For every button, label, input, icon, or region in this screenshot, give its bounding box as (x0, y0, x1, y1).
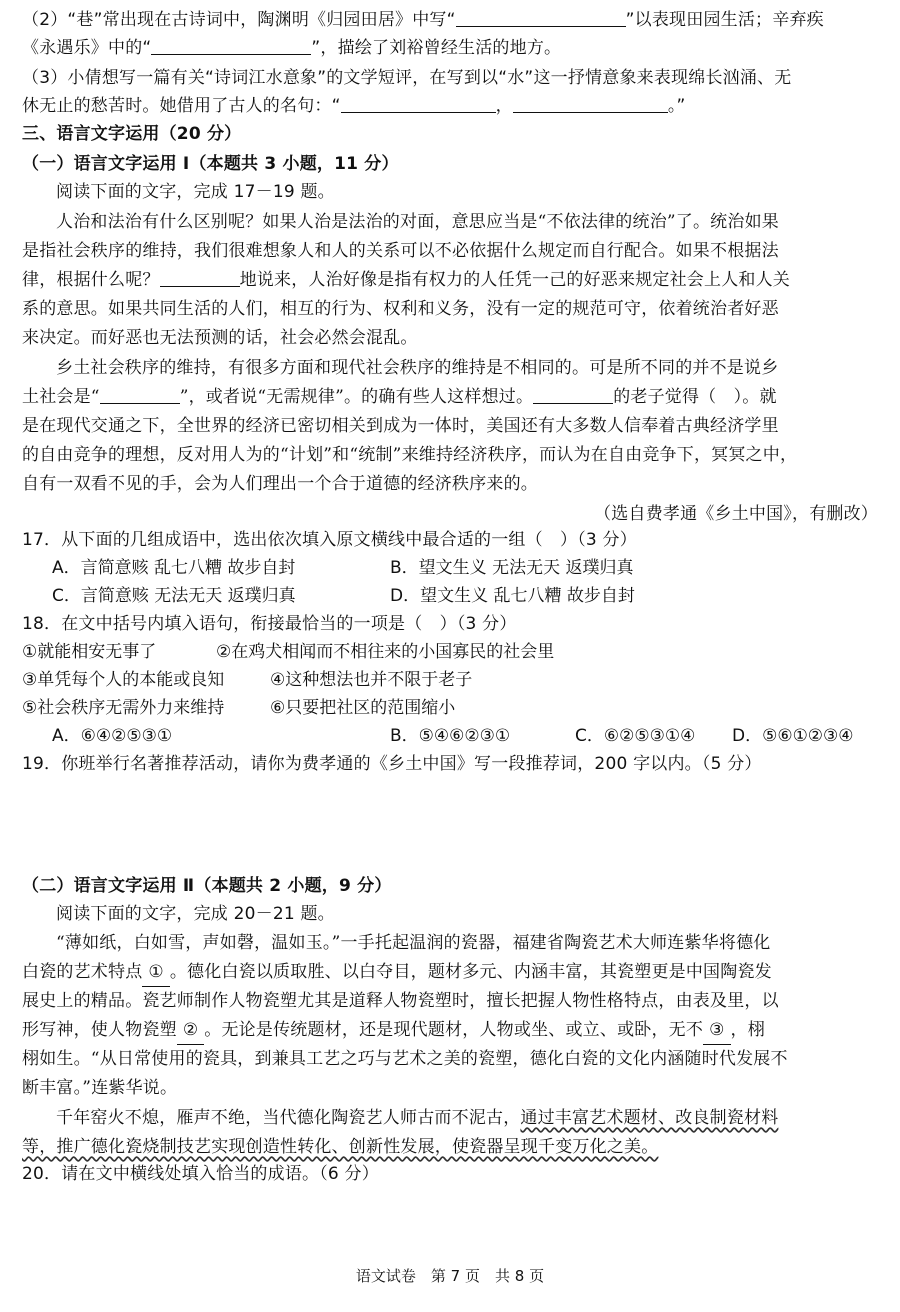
part1-title: （一）语言文字运用 Ⅰ（本题共 3 小题，11 分） (22, 154, 399, 174)
passage-line: 断丰富。”连紫华说。 (22, 1078, 178, 1098)
q18-item-4: ④这种想法也并不限于老子 (270, 670, 473, 690)
q3-line-1: （3）小倩想写一篇有关“诗词江水意象”的文学短评，在写到以“水”这一抒情意象来表现绵长汹涌、无 (22, 68, 792, 88)
q17-option-b[interactable]: B．望文生义 无法无天 返璞归真 (390, 558, 634, 578)
passage-line: “薄如纸，白如雪，声如磬，温如玉。”一手托起温润的瓷器，福建省陶瓷艺术大师连紫华将德化 (56, 933, 771, 953)
q18-stem: 18．在文中括号内填入语句，衔接最恰当的一项是（ ）（3 分） (22, 614, 517, 634)
passage-line: 律，根据什么呢？ 地说来，人治好像是指有权力的人任凭一己的好恶来规定社会上人和人关 (22, 270, 791, 290)
passage-line: 系的意思。如果共同生活的人们，相互的行为、权利和义务，没有一定的规范可守，依着统治者好恶 (22, 299, 779, 319)
passage-line: 乡土社会秩序的维持，有很多方面和现代社会秩序的维持是不相同的。可是所不同的并不是说乡 (56, 358, 779, 378)
wavy-underlined-text: 等，推广德化瓷烧制技艺实现创造性转化、创新性发展，使瓷器呈现千变万化之美。 (22, 1137, 659, 1157)
passage-line: 是在现代交通之下，全世界的经济已密切相关到成为一体时，美国还有大多数人信奉着古典经济学里 (22, 416, 779, 436)
blank-marker-3[interactable]: ③ (703, 1016, 730, 1045)
q18-option-d[interactable]: D．⑤⑥①②③④ (732, 726, 854, 746)
passage-line: 来决定。而好恶也无法预测的话，社会必然会混乱。 (22, 328, 418, 348)
q17-option-d[interactable]: D．望文生义 乱七八糟 故步自封 (390, 586, 635, 606)
passage-line (22, 1133, 882, 1161)
q17-option-c[interactable]: C．言简意赅 无法无天 返璞归真 (52, 586, 296, 606)
answer-blank[interactable] (151, 36, 311, 55)
part2-instruction: 阅读下面的文字，完成 20－21 题。 (56, 904, 335, 924)
q2-line-2: 《永遇乐》中的“ ”，描绘了刘裕曾经生活的地方。 (22, 38, 562, 58)
q17-option-a[interactable]: A．言简意赅 乱七八糟 故步自封 (52, 558, 296, 578)
q18-item-1: ①就能相安无事了 (22, 642, 157, 662)
q19-answer-area[interactable] (22, 782, 878, 870)
passage-line: 千年窑火不熄，雁声不绝，当代德化陶瓷艺人师古而不泥古，通过丰富艺术题材、改良制瓷材料 (56, 1108, 779, 1128)
answer-blank[interactable] (533, 385, 613, 404)
q18-item-2: ②在鸡犬相闻而不相往来的小国寡民的社会里 (216, 642, 555, 662)
part1-instruction: 阅读下面的文字，完成 17－19 题。 (56, 182, 335, 202)
answer-blank[interactable] (456, 8, 626, 27)
passage-line: 是指社会秩序的维持，我们很难想象人和人的关系可以不必依据什么规定而自行配合。如果不根据法 (22, 241, 779, 261)
passage-line: 栩如生。“从日常使用的瓷具，到兼具工艺之巧与艺术之美的瓷塑，德化白瓷的文化内涵随时代发展不 (22, 1049, 788, 1069)
passage-line: 自有一双看不见的手，会为人们理出一个合于道德的经济秩序来的。 (22, 474, 538, 494)
passage-line: 展史上的精品。瓷艺师制作人物瓷塑尤其是道释人物瓷塑时，擅长把握人物性格特点，由表及里，以 (22, 991, 779, 1011)
q19-stem: 19．你班举行名著推荐活动，请你为费孝通的《乡土中国》写一段推荐词，200 字以内。（5 分） (22, 754, 762, 774)
q17-stem: 17．从下面的几组成语中，选出依次填入原文横线中最合适的一组（ ）（3 分） (22, 530, 637, 550)
part2-title: （二）语言文字运用 Ⅱ（本题共 2 小题，9 分） (22, 876, 392, 896)
q18-option-c[interactable]: C．⑥②⑤③①④ (575, 726, 696, 746)
passage-line: 白瓷的艺术特点 ① 。德化白瓷以质取胜、以白夺目，题材多元、内涵丰富，其瓷塑更是中国陶瓷发 (22, 958, 882, 987)
passage-line: 形写神，使人物瓷塑 ② 。无论是传统题材，还是现代题材，人物或坐、或立、或卧，无不 ③ ，栩 (22, 1016, 882, 1045)
q20-stem: 20．请在文中横线处填入恰当的成语。（6 分） (22, 1164, 379, 1184)
passage-line: 土社会是“ ”，或者说“无需规律”。的确有些人这样想过。 的老子觉得（ ）。就 (22, 387, 777, 407)
passage-line: 人治和法治有什么区别呢？如果人治是法治的对面，意思应当是“不依法律的统治”了。统治如果 (56, 212, 779, 232)
answer-blank[interactable] (341, 94, 496, 113)
passage-line: 的自由竞争的理想，反对用人为的“计划”和“统制”来维持经济秩序，而认为在自由竞争下，冥冥之中， (22, 445, 798, 465)
q3-line-2: 休无止的愁苦时。她借用了古人的名句：“ ， 。” (22, 96, 686, 116)
blank-marker-2[interactable]: ② (177, 1016, 204, 1045)
answer-blank[interactable] (513, 94, 668, 113)
q18-item-3: ③单凭每个人的本能或良知 (22, 670, 225, 690)
section-title: 三、语言文字运用（20 分） (22, 124, 242, 144)
page-footer: 语文试卷 第 7 页 共 8 页 (355, 1267, 545, 1285)
blank-marker-1[interactable]: ① (142, 958, 169, 987)
q18-item-5: ⑤社会秩序无需外力来维持 (22, 698, 225, 718)
wavy-underlined-text: 通过丰富艺术题材、改良制瓷材料 (520, 1108, 779, 1128)
q18-item-6: ⑥只要把社区的范围缩小 (270, 698, 456, 718)
q18-option-a[interactable]: A．⑥④②⑤③① (52, 726, 173, 746)
q18-option-b[interactable]: B．⑤④⑥②③① (390, 726, 511, 746)
passage-source: （选自费孝通《乡土中国》，有删改） (594, 504, 878, 524)
q2-line-1: （2）“巷”常出现在古诗词中，陶渊明《归园田居》中写“ ”以表现田园生活；辛弃疾 (22, 10, 824, 30)
answer-blank[interactable] (160, 268, 240, 287)
q20-answer-area[interactable] (22, 1192, 878, 1258)
answer-blank[interactable] (100, 385, 180, 404)
